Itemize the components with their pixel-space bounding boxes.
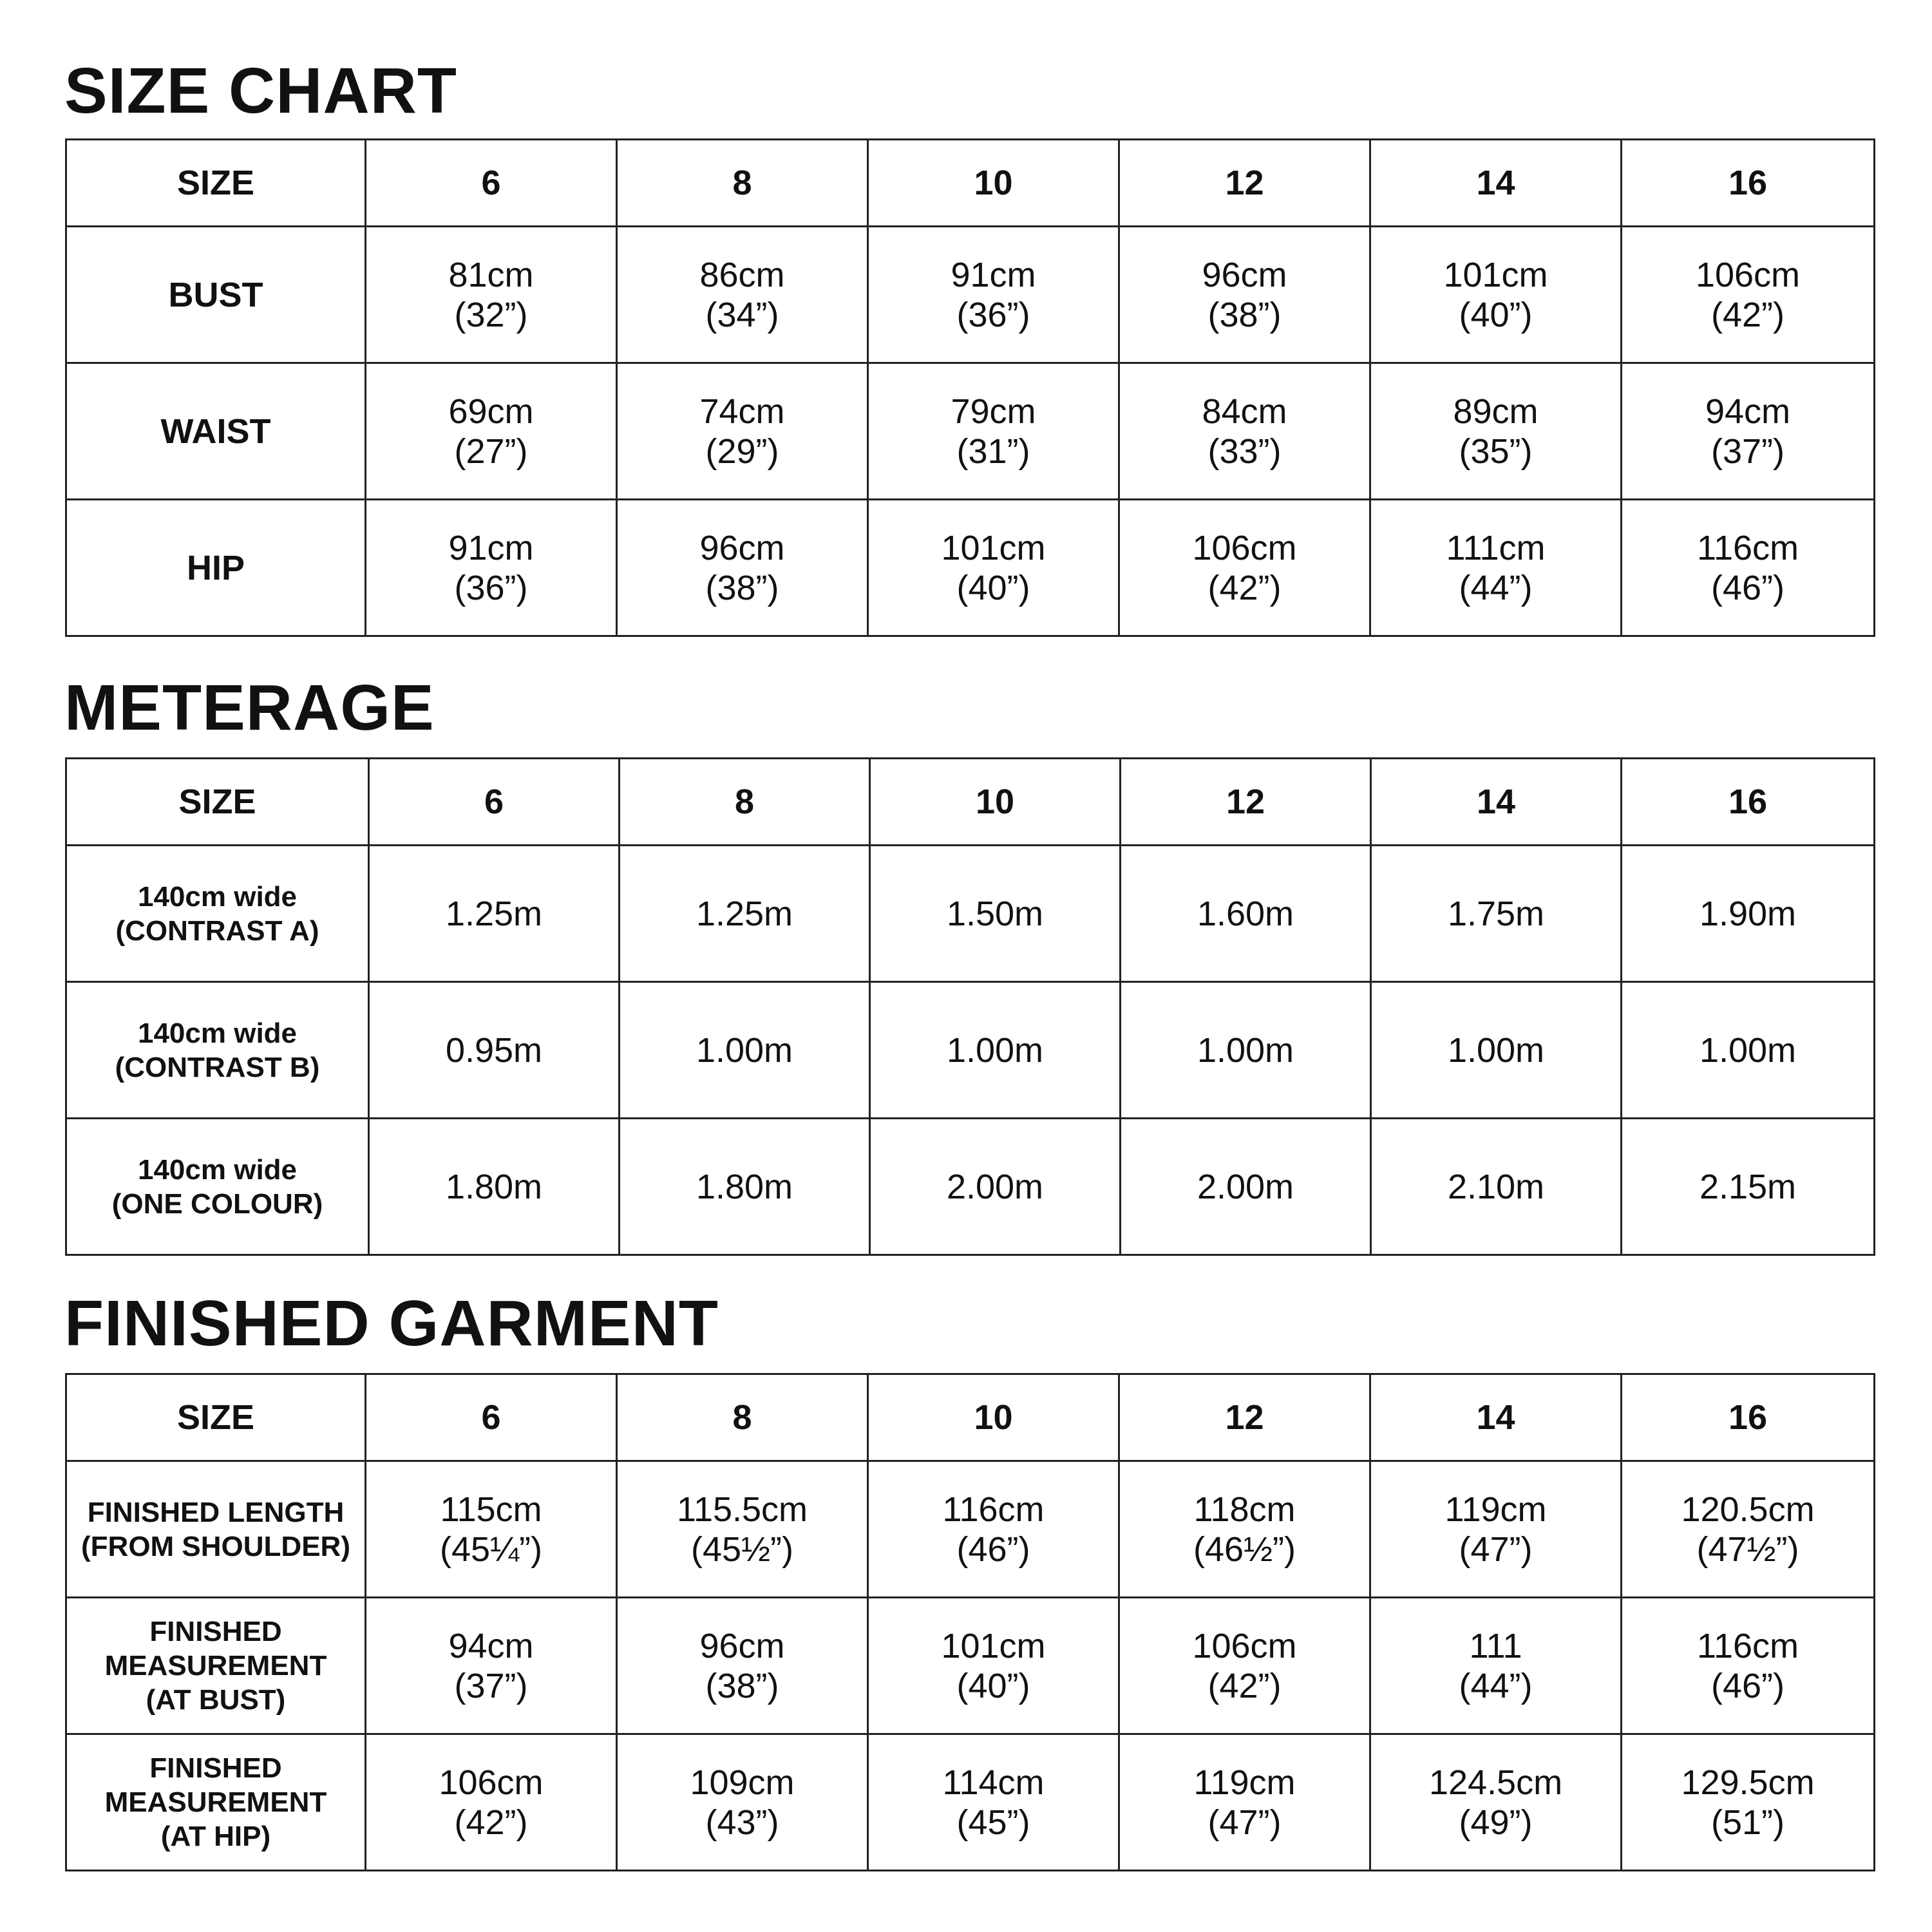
cell-text-line: (46”) (1710, 568, 1785, 607)
measurement-cell (1370, 363, 1622, 500)
row-label (66, 1119, 369, 1255)
measurement-cell (366, 363, 617, 500)
cell-text-line: (36”) (956, 295, 1030, 334)
size-column-header: 16 (1622, 759, 1875, 846)
size-column-header: 10 (868, 1374, 1119, 1461)
cell-text-line: 119cm (1193, 1763, 1296, 1802)
cell-text-line: 119cm (1444, 1490, 1547, 1529)
measurement-cell (366, 500, 617, 636)
size-column-header: 8 (620, 759, 870, 846)
cell-text-line: 106cm (1192, 1626, 1297, 1665)
cell-text-line: (42”) (1710, 295, 1785, 334)
cell-text-line: (38”) (705, 1666, 779, 1705)
cell-text-line: 94cm (448, 1626, 534, 1665)
cell-text-line: 96cm (699, 1626, 785, 1665)
size-column-header: 10 (868, 140, 1119, 227)
cell-text-line: 111cm (1446, 528, 1546, 567)
cell-text-line: (45¼”) (439, 1530, 543, 1569)
measurement-cell (1622, 500, 1875, 636)
table-row (66, 1119, 1875, 1255)
cell-text-line: 0.95m (445, 1030, 543, 1070)
size-column-header: 14 (1370, 1374, 1622, 1461)
table-row (66, 227, 1875, 363)
header-row (66, 140, 1875, 227)
table-row (66, 982, 1875, 1119)
measurement-cell (617, 363, 868, 500)
cell-text-line: 91cm (448, 528, 534, 567)
cell-text-line: FINISHED (149, 1616, 282, 1647)
row-label (66, 1461, 366, 1598)
measurement-cell (617, 500, 868, 636)
cell-text-line: (40”) (956, 568, 1030, 607)
table-row (66, 1461, 1875, 1598)
cell-text-line: (47½”) (1696, 1530, 1799, 1569)
cell-text-line: (43”) (705, 1803, 779, 1842)
measurement-cell (1119, 363, 1370, 500)
cell-text-line: (34”) (705, 295, 779, 334)
cell-text-line: 111 (1469, 1626, 1522, 1665)
cell-text-line: (38”) (1208, 295, 1282, 334)
size-column-header: 8 (617, 1374, 868, 1461)
cell-text-line: HIP (186, 548, 245, 587)
cell-text-line: 1.25m (696, 894, 793, 933)
cell-text-line: 114cm (942, 1763, 1045, 1802)
cell-text-line: (CONTRAST B) (115, 1051, 320, 1083)
size-header-label: SIZE (66, 140, 366, 227)
size-column-header: 12 (1119, 140, 1370, 227)
row-label (66, 363, 366, 500)
table-row (66, 1598, 1875, 1734)
cell-text-line: (47”) (1459, 1530, 1533, 1569)
cell-text-line: 101cm (941, 528, 1046, 567)
cell-text-line: (42”) (454, 1803, 528, 1842)
cell-text-line: (46”) (1710, 1666, 1785, 1705)
measurement-cell (1371, 846, 1622, 982)
measurement-cell (1622, 1119, 1875, 1255)
cell-text-line: (FROM SHOULDER) (81, 1530, 350, 1562)
cell-text-line: (CONTRAST A) (115, 914, 319, 947)
row-label (66, 982, 369, 1119)
cell-text-line: (32”) (454, 295, 528, 334)
size-column-header: 16 (1622, 140, 1875, 227)
cell-text-line: 96cm (699, 528, 785, 567)
measurement-cell (868, 1461, 1119, 1598)
cell-text-line: 140cm wide (137, 880, 298, 913)
cell-text-line: 2.10m (1447, 1167, 1545, 1206)
cell-text-line: 101cm (941, 1626, 1046, 1665)
measurement-cell (1622, 1461, 1875, 1598)
cell-text-line: 129.5cm (1681, 1763, 1815, 1802)
cell-text-line: 69cm (448, 392, 534, 431)
cell-text-line: 1.75m (1447, 894, 1545, 933)
measurement-cell (868, 1598, 1119, 1734)
cell-text-line: 140cm wide (137, 1153, 298, 1186)
size-column-header: 6 (366, 1374, 617, 1461)
cell-text-line: 81cm (448, 255, 534, 294)
measurement-cell (868, 227, 1119, 363)
cell-text-line: (51”) (1710, 1803, 1785, 1842)
cell-text-line: 106cm (1695, 255, 1801, 294)
size-column-header: 14 (1370, 140, 1622, 227)
cell-text-line: WAIST (160, 412, 271, 451)
cell-text-line: (37”) (454, 1666, 528, 1705)
cell-text-line: 1.50m (946, 894, 1044, 933)
cell-text-line: 89cm (1453, 392, 1539, 431)
measurement-cell (620, 982, 870, 1119)
measurement-cell (1121, 846, 1371, 982)
measurement-cell (1370, 1598, 1622, 1734)
cell-text-line: 1.80m (445, 1167, 543, 1206)
row-label (66, 227, 366, 363)
meterage-title: METERAGE (64, 672, 435, 744)
cell-text-line: 79cm (951, 392, 1036, 431)
cell-text-line: (35”) (1459, 431, 1533, 471)
finished-garment-table (65, 1373, 1875, 1871)
measurement-cell (1370, 1461, 1622, 1598)
measurement-cell (366, 1734, 617, 1871)
measurement-cell (1622, 846, 1875, 982)
measurement-cell (620, 846, 870, 982)
measurement-cell (366, 1598, 617, 1734)
cell-text-line: (42”) (1208, 568, 1282, 607)
cell-text-line: 124.5cm (1428, 1763, 1563, 1802)
cell-text-line: (29”) (705, 431, 779, 471)
cell-text-line: 1.00m (1447, 1030, 1545, 1070)
cell-text-line: BUST (168, 275, 263, 314)
measurement-cell (1370, 227, 1622, 363)
measurement-cell (1622, 1734, 1875, 1871)
measurement-cell (617, 1598, 868, 1734)
measurement-cell (1119, 1461, 1370, 1598)
header-row (66, 759, 1875, 846)
cell-text-line: 86cm (699, 255, 785, 294)
measurement-cell (1370, 1734, 1622, 1871)
size-column-header: 14 (1371, 759, 1622, 846)
cell-text-line: (45”) (956, 1803, 1030, 1842)
cell-text-line: 140cm wide (137, 1017, 298, 1049)
cell-text-line: 106cm (1192, 528, 1297, 567)
cell-text-line: MEASUREMENT (104, 1650, 327, 1681)
cell-text-line: 94cm (1705, 392, 1791, 431)
cell-text-line: (27”) (454, 431, 528, 471)
cell-text-line: 1.80m (696, 1167, 793, 1206)
measurement-cell (1121, 1119, 1371, 1255)
measurement-cell (617, 1734, 868, 1871)
measurement-cell (369, 1119, 620, 1255)
cell-text-line: 106cm (439, 1763, 544, 1802)
size-column-header: 8 (617, 140, 868, 227)
row-label (66, 500, 366, 636)
cell-text-line: (42”) (1208, 1666, 1282, 1705)
table-row (66, 363, 1875, 500)
size-column-header: 6 (369, 759, 620, 846)
cell-text-line: 120.5cm (1681, 1490, 1815, 1529)
size-chart-table (65, 138, 1875, 637)
cell-text-line: FINISHED LENGTH (87, 1496, 345, 1528)
size-column-header: 12 (1119, 1374, 1370, 1461)
measurement-cell (870, 846, 1121, 982)
cell-text-line: 116cm (942, 1490, 1045, 1529)
cell-text-line: 116cm (1696, 528, 1799, 567)
measurement-cell (1622, 363, 1875, 500)
measurement-cell (366, 1461, 617, 1598)
measurement-cell (369, 982, 620, 1119)
measurement-cell (366, 227, 617, 363)
measurement-cell (1370, 500, 1622, 636)
cell-text-line: (36”) (454, 568, 528, 607)
meterage-table (65, 757, 1875, 1256)
cell-text-line: 1.60m (1197, 894, 1294, 933)
header-row (66, 1374, 1875, 1461)
cell-text-line: 96cm (1202, 255, 1287, 294)
measurement-cell (1622, 1598, 1875, 1734)
measurement-cell (1119, 227, 1370, 363)
measurement-cell (868, 363, 1119, 500)
cell-text-line: (37”) (1710, 431, 1785, 471)
cell-text-line: (33”) (1208, 431, 1282, 471)
cell-text-line: 1.90m (1699, 894, 1797, 933)
cell-text-line: 109cm (690, 1763, 795, 1802)
cell-text-line: (31”) (956, 431, 1030, 471)
size-header-label: SIZE (66, 1374, 366, 1461)
row-label (66, 1598, 366, 1734)
measurement-cell (369, 846, 620, 982)
cell-text-line: 115.5cm (676, 1490, 808, 1529)
measurement-cell (1622, 982, 1875, 1119)
finished-garment-title: FINISHED GARMENT (64, 1287, 719, 1359)
cell-text-line: 1.00m (1197, 1030, 1294, 1070)
cell-text-line: 1.00m (696, 1030, 793, 1070)
row-label (66, 1734, 366, 1871)
cell-text-line: 1.00m (1699, 1030, 1797, 1070)
size-column-header: 16 (1622, 1374, 1875, 1461)
cell-text-line: (44”) (1459, 568, 1533, 607)
measurement-cell (1371, 982, 1622, 1119)
cell-text-line: (47”) (1208, 1803, 1282, 1842)
cell-text-line: (AT HIP) (160, 1821, 271, 1852)
cell-text-line: 116cm (1696, 1626, 1799, 1665)
cell-text-line: (46½”) (1193, 1530, 1296, 1569)
measurement-cell (1121, 982, 1371, 1119)
cell-text-line: 1.25m (445, 894, 543, 933)
measurement-cell (868, 500, 1119, 636)
table-row (66, 1734, 1875, 1871)
cell-text-line: 1.00m (946, 1030, 1044, 1070)
cell-text-line: 101cm (1443, 255, 1548, 294)
cell-text-line: 2.00m (1197, 1167, 1294, 1206)
cell-text-line: (45½”) (690, 1530, 794, 1569)
cell-text-line: 118cm (1193, 1490, 1296, 1529)
cell-text-line: 2.15m (1699, 1167, 1797, 1206)
cell-text-line: MEASUREMENT (104, 1786, 327, 1818)
measurement-cell (620, 1119, 870, 1255)
cell-text-line: (49”) (1459, 1803, 1533, 1842)
cell-text-line: 115cm (440, 1490, 542, 1529)
measurement-cell (1119, 1598, 1370, 1734)
cell-text-line: (ONE COLOUR) (111, 1188, 323, 1220)
measurement-cell (1371, 1119, 1622, 1255)
size-header-label: SIZE (66, 759, 369, 846)
measurement-cell (1119, 500, 1370, 636)
size-column-header: 12 (1121, 759, 1371, 846)
measurement-cell (1622, 227, 1875, 363)
cell-text-line: 74cm (699, 392, 785, 431)
cell-text-line: (AT BUST) (146, 1684, 286, 1716)
cell-text-line: 2.00m (946, 1167, 1044, 1206)
cell-text-line: (46”) (956, 1530, 1030, 1569)
size-column-header: 10 (870, 759, 1121, 846)
cell-text-line: FINISHED (149, 1752, 282, 1784)
size-column-header: 6 (366, 140, 617, 227)
cell-text-line: (40”) (956, 1666, 1030, 1705)
measurement-cell (870, 982, 1121, 1119)
cell-text-line: (38”) (705, 568, 779, 607)
cell-text-line: 84cm (1202, 392, 1287, 431)
measurement-cell (868, 1734, 1119, 1871)
measurement-cell (617, 1461, 868, 1598)
cell-text-line: (40”) (1459, 295, 1533, 334)
table-row (66, 846, 1875, 982)
cell-text-line: (44”) (1459, 1666, 1533, 1705)
table-row (66, 500, 1875, 636)
measurement-cell (870, 1119, 1121, 1255)
measurement-cell (1119, 1734, 1370, 1871)
row-label (66, 846, 369, 982)
size-chart-title: SIZE CHART (64, 55, 457, 127)
cell-text-line: 91cm (951, 255, 1036, 294)
measurement-cell (617, 227, 868, 363)
